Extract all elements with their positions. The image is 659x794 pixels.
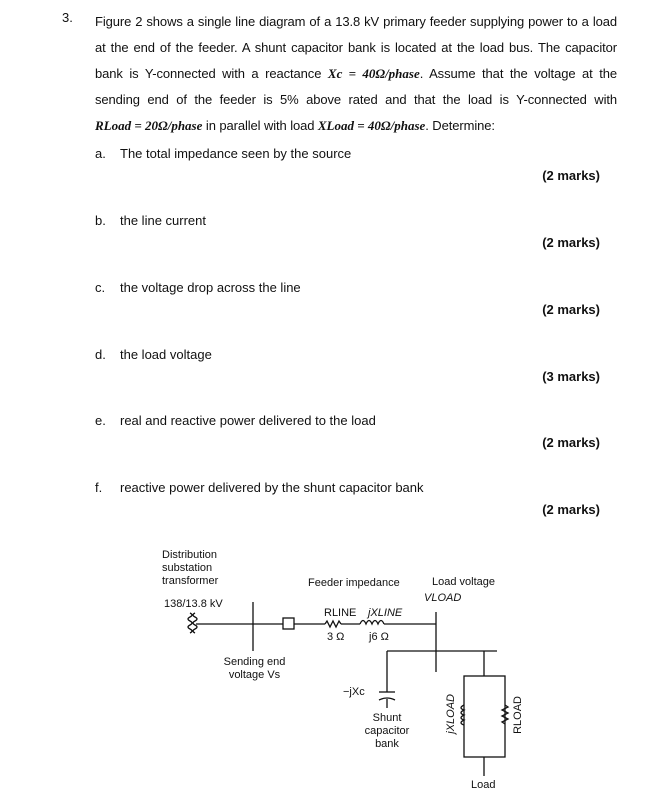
x-value-label: j6 Ω	[369, 631, 389, 643]
v-load-label: VLOAD	[424, 592, 462, 604]
r-line-label: RLINE	[324, 607, 357, 619]
item-letter: d.	[95, 347, 106, 362]
breaker-icon	[283, 618, 294, 629]
item-text: the line current	[120, 213, 206, 228]
item-letter: e.	[95, 413, 106, 428]
item-text: the load voltage	[120, 347, 212, 362]
r-load-label: RLOAD	[512, 696, 524, 734]
question-text-2: . Assume that the voltage at the sending end of the feeder is 5% above rated and that the load is Y-connected with	[95, 66, 618, 107]
item-letter: a.	[95, 146, 106, 161]
item-text: real and reactive power delivered to the load	[120, 413, 376, 428]
xload-expression: XLoad = 40Ω/phase	[317, 118, 426, 133]
xc-label: −jXc	[343, 686, 365, 698]
xc-expression: Xc = 40Ω/phase	[327, 66, 420, 81]
question-text-1: Figure 2 shows a single line diagram of a 13.8 kV primary feeder supplying power to a load at the end of the feeder. A shunt capacitor bank is located at the load bus. The capacitor bank is Y-connected with a reactance	[95, 14, 617, 81]
load-voltage-label: Load voltage	[432, 576, 495, 588]
item-text: the voltage drop across the line	[120, 280, 301, 295]
item-letter: f.	[95, 480, 103, 495]
inductor-icon	[360, 621, 384, 625]
load-label: Load	[471, 779, 496, 791]
x-load-label: jXLOAD	[445, 694, 457, 734]
feeder-impedance-label: Feeder impedance	[308, 577, 400, 589]
item-text: The total impedance seen by the source	[120, 146, 352, 161]
capacitor-bank-label: Shunt capacitor bank	[364, 712, 410, 750]
item-letter: c.	[95, 280, 106, 295]
item-text: reactive power delivered by the shunt capacitor bank	[120, 480, 424, 495]
capacitor-icon	[379, 692, 395, 708]
item-letter: b.	[95, 213, 106, 228]
question-text-4: . Determine:	[425, 118, 495, 133]
marks-d: (3 marks)	[542, 369, 600, 384]
rload-expression: RLoad = 20Ω/phase	[95, 118, 203, 133]
transformer-icon	[188, 613, 197, 633]
question-text-3: in parallel with load	[202, 118, 318, 133]
transformer-label: Distribution substation transformer	[162, 549, 219, 587]
transformer-rating: 138/13.8 kV	[164, 598, 223, 610]
marks-e: (2 marks)	[542, 435, 600, 450]
marks-a: (2 marks)	[542, 168, 600, 183]
marks-f: (2 marks)	[542, 502, 600, 517]
load-box	[464, 676, 505, 757]
sending-end-label: Sending end voltage Vs	[223, 656, 286, 681]
question-number: 3.	[62, 10, 73, 25]
x-line-label: jXLINE	[368, 607, 403, 619]
marks-b: (2 marks)	[542, 235, 600, 250]
resistor-icon	[325, 621, 341, 627]
r-value-label: 3 Ω	[327, 631, 345, 643]
load-resistor-icon	[502, 705, 508, 724]
marks-c: (2 marks)	[542, 302, 600, 317]
